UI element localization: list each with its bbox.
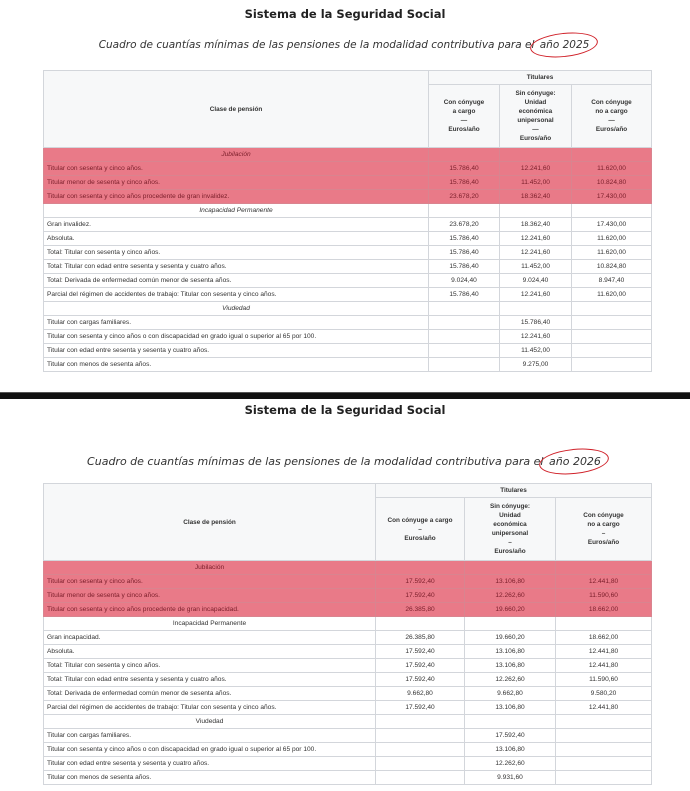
amount-con-conyuge-no-a-cargo	[556, 757, 652, 771]
pension-class-cell: Total: Titular con edad entre sesenta y sesenta y cuatro años.	[44, 260, 429, 274]
empty-cell	[376, 561, 465, 575]
table-row	[44, 344, 652, 358]
amount-con-conyuge-a-cargo: 23.678,20	[429, 218, 500, 232]
system-title: Sistema de la Seguridad Social	[244, 403, 446, 417]
header-line: Con cónyuge	[591, 99, 632, 106]
amount-con-conyuge-no-a-cargo	[572, 330, 652, 344]
amount-con-conyuge-a-cargo: 26.385,80	[376, 603, 465, 617]
empty-cell	[500, 204, 572, 218]
amount-con-conyuge-no-a-cargo: 12.441,80	[556, 575, 652, 589]
header-line: Unidad	[499, 512, 521, 519]
pension-class-cell: Titular con cargas familiares.	[44, 729, 376, 743]
table-row	[44, 757, 652, 771]
amount-sin-conyuge: 12.241,60	[500, 288, 572, 302]
panel-2025	[0, 0, 690, 393]
pension-class-cell: Parcial del régimen de accidentes de trabajo: Titular con sesenta y cinco años.	[44, 288, 429, 302]
amount-con-conyuge-a-cargo: 15.786,40	[429, 260, 500, 274]
amount-con-conyuge-a-cargo: 17.592,40	[376, 673, 465, 687]
amount-sin-conyuge: 12.241,60	[500, 246, 572, 260]
amount-sin-conyuge: 13.106,80	[465, 659, 556, 673]
column-header-con-conyuge-no-a-cargo	[556, 498, 652, 561]
pension-class-cell: Total: Derivada de enfermedad común menor de sesenta años.	[44, 274, 429, 288]
header-line: Euros/año	[404, 534, 436, 542]
amount-con-conyuge-a-cargo: 17.592,40	[376, 701, 465, 715]
amount-sin-conyuge: 9.024,40	[500, 274, 572, 288]
amount-con-conyuge-a-cargo	[429, 316, 500, 330]
empty-cell	[376, 715, 465, 729]
empty-cell	[465, 561, 556, 575]
pension-class-cell: Gran incapacidad.	[44, 631, 376, 645]
table-row	[44, 316, 652, 330]
table-row	[44, 288, 652, 302]
amount-con-conyuge-no-a-cargo: 11.620,00	[572, 232, 652, 246]
table-row	[44, 330, 652, 344]
amount-con-conyuge-a-cargo: 26.385,80	[376, 631, 465, 645]
section-title: Jubilación	[44, 148, 429, 162]
section-header-row	[44, 148, 652, 162]
amount-con-conyuge-no-a-cargo: 12.441,80	[556, 701, 652, 715]
amount-con-conyuge-a-cargo: 15.786,40	[429, 162, 500, 176]
amount-con-conyuge-a-cargo	[429, 330, 500, 344]
amount-sin-conyuge: 12.241,60	[500, 162, 572, 176]
header-line: económica	[493, 521, 527, 528]
amount-sin-conyuge: 11.452,00	[500, 176, 572, 190]
amount-con-conyuge-no-a-cargo	[556, 743, 652, 757]
column-header-clase: Clase de pensión	[44, 484, 376, 561]
header-line: Con cónyuge	[443, 99, 485, 106]
empty-cell	[572, 302, 652, 316]
amount-con-conyuge-no-a-cargo: 11.590,60	[556, 589, 652, 603]
table-row	[44, 260, 652, 274]
section-title: Viudedad	[44, 715, 376, 729]
table-row	[44, 687, 652, 701]
table-row	[44, 575, 652, 589]
header-line: Euros/año	[494, 548, 526, 555]
header-line: Con cónyuge	[583, 512, 624, 519]
header-row	[44, 484, 652, 498]
amount-sin-conyuge: 18.362,40	[500, 190, 572, 204]
column-header-con-conyuge-a-cargo	[376, 498, 465, 561]
amount-con-conyuge-a-cargo	[376, 729, 465, 743]
table-row	[44, 246, 652, 260]
column-header-clase: Clase de pensión	[44, 71, 429, 148]
column-header-sin-conyuge	[465, 498, 556, 561]
amount-con-conyuge-no-a-cargo	[556, 729, 652, 743]
table-row	[44, 659, 652, 673]
pension-class-cell: Parcial del régimen de accidentes de trabajo: Titular con sesenta y cinco años.	[44, 701, 376, 715]
amount-con-conyuge-no-a-cargo: 12.441,80	[556, 645, 652, 659]
table-row	[44, 603, 652, 617]
section-header-row	[44, 302, 652, 316]
amount-con-conyuge-a-cargo	[376, 757, 465, 771]
column-header-con-conyuge-a-cargo	[429, 85, 500, 148]
header-line: Sin cónyuge:	[489, 503, 531, 510]
amount-con-conyuge-a-cargo	[429, 344, 500, 358]
amount-con-conyuge-no-a-cargo: 17.430,00	[572, 190, 652, 204]
amount-sin-conyuge: 12.262,60	[465, 589, 556, 603]
header-line: no a cargo	[587, 521, 620, 528]
year-text: año 2025	[539, 39, 590, 51]
pension-class-cell: Total: Titular con sesenta y cinco años.	[44, 246, 429, 260]
pension-class-cell: Gran invalidez.	[44, 218, 429, 232]
section-title: Incapacidad Permanente	[44, 204, 429, 218]
pension-class-cell: Titular con sesenta y cinco años o con discapacidad en grado igual o superior al 65 por 100.	[44, 330, 429, 344]
amount-con-conyuge-no-a-cargo: 12.441,80	[556, 659, 652, 673]
section-title: Jubilación	[44, 561, 376, 575]
pensions-table-2025	[43, 70, 652, 372]
pension-class-cell: Absoluta.	[44, 645, 376, 659]
table-row	[44, 232, 652, 246]
amount-con-conyuge-a-cargo	[376, 771, 465, 785]
amount-sin-conyuge: 11.452,00	[500, 260, 572, 274]
section-header-row	[44, 617, 652, 631]
amount-sin-conyuge: 12.241,60	[500, 330, 572, 344]
amount-con-conyuge-no-a-cargo: 11.620,00	[572, 288, 652, 302]
amount-con-conyuge-no-a-cargo	[572, 344, 652, 358]
header-line: a cargo	[452, 108, 476, 115]
amount-con-conyuge-no-a-cargo: 11.620,00	[572, 162, 652, 176]
amount-con-conyuge-no-a-cargo: 18.662,00	[556, 603, 652, 617]
pension-class-cell: Titular con cargas familiares.	[44, 316, 429, 330]
amount-sin-conyuge: 19.660,20	[465, 631, 556, 645]
amount-sin-conyuge: 11.452,00	[500, 344, 572, 358]
pension-class-cell: Titular con sesenta y cinco años procedente de gran invalidez.	[44, 190, 429, 204]
header-line: —	[532, 126, 539, 133]
amount-sin-conyuge: 13.106,80	[465, 645, 556, 659]
table-row	[44, 358, 652, 372]
empty-cell	[465, 715, 556, 729]
header-line: –	[418, 525, 422, 533]
header-line: Euros/año	[519, 135, 552, 142]
table-row	[44, 645, 652, 659]
amount-sin-conyuge: 9.662,80	[465, 687, 556, 701]
empty-cell	[429, 302, 500, 316]
table-row	[44, 162, 652, 176]
amount-sin-conyuge: 9.275,00	[500, 358, 572, 372]
pension-class-cell: Titular con edad entre sesenta y sesenta y cuatro años.	[44, 757, 376, 771]
table-row	[44, 743, 652, 757]
amount-con-conyuge-no-a-cargo	[556, 771, 652, 785]
subtitle-prefix: Cuadro de cuantías mínimas de las pensiones de la modalidad contributiva para el	[87, 455, 544, 468]
table-row	[44, 274, 652, 288]
amount-con-conyuge-a-cargo	[429, 358, 500, 372]
amount-sin-conyuge: 13.106,80	[465, 743, 556, 757]
column-header-titulares: Titulares	[376, 484, 652, 498]
header-line: unipersonal	[491, 530, 529, 537]
pension-class-cell: Titular menor de sesenta y cinco años.	[44, 176, 429, 190]
amount-con-conyuge-no-a-cargo: 17.430,00	[572, 218, 652, 232]
header-line: no a cargo	[595, 108, 628, 115]
header-line: Euros/año	[587, 539, 620, 546]
subtitle-prefix: Cuadro de cuantías mínimas de las pensiones de la modalidad contributiva para el	[98, 39, 535, 51]
section-header-row	[44, 715, 652, 729]
table-row	[44, 218, 652, 232]
table-row	[44, 176, 652, 190]
header-line: Sin cónyuge:	[515, 90, 556, 97]
pension-class-cell: Titular con sesenta y cinco años.	[44, 162, 429, 176]
column-header-titulares: Titulares	[429, 71, 652, 85]
amount-con-conyuge-no-a-cargo	[572, 358, 652, 372]
amount-sin-conyuge: 15.786,40	[500, 316, 572, 330]
amount-con-conyuge-a-cargo: 9.662,80	[376, 687, 465, 701]
header-line: Unidad	[524, 99, 547, 106]
amount-con-conyuge-a-cargo: 17.592,40	[376, 589, 465, 603]
amount-con-conyuge-a-cargo: 15.786,40	[429, 176, 500, 190]
table-row	[44, 771, 652, 785]
empty-cell	[572, 148, 652, 162]
amount-con-conyuge-a-cargo: 15.786,40	[429, 246, 500, 260]
amount-con-conyuge-a-cargo: 9.024,40	[429, 274, 500, 288]
empty-cell	[500, 148, 572, 162]
pension-class-cell: Total: Titular con sesenta y cinco años.	[44, 659, 376, 673]
amount-con-conyuge-no-a-cargo: 11.590,60	[556, 673, 652, 687]
amount-con-conyuge-no-a-cargo: 10.824,80	[572, 260, 652, 274]
empty-cell	[429, 204, 500, 218]
pension-class-cell: Titular con menos de sesenta años.	[44, 771, 376, 785]
pension-class-cell: Total: Titular con edad entre sesenta y sesenta y cuatro años.	[44, 673, 376, 687]
amount-sin-conyuge: 9.931,60	[465, 771, 556, 785]
table-row	[44, 673, 652, 687]
table-row	[44, 729, 652, 743]
header-line: –	[508, 539, 512, 546]
amount-sin-conyuge: 18.362,40	[500, 218, 572, 232]
amount-sin-conyuge: 12.262,60	[465, 757, 556, 771]
amount-con-conyuge-a-cargo: 17.592,40	[376, 575, 465, 589]
table-subtitle	[0, 455, 690, 468]
pension-class-cell: Titular con edad entre sesenta y sesenta y cuatro años.	[44, 344, 429, 358]
empty-cell	[376, 617, 465, 631]
amount-sin-conyuge: 19.660,20	[465, 603, 556, 617]
section-title: Incapacidad Permanente	[44, 617, 376, 631]
section-header-row	[44, 561, 652, 575]
column-header-sin-conyuge	[500, 85, 572, 148]
pension-class-cell: Titular menor de sesenta y cinco años.	[44, 589, 376, 603]
amount-sin-conyuge: 13.106,80	[465, 701, 556, 715]
header-line: –	[601, 530, 606, 537]
subtitle-year	[547, 455, 603, 468]
header-line: económica	[518, 108, 553, 115]
pension-class-cell: Total: Derivada de enfermedad común menor de sesenta años.	[44, 687, 376, 701]
header-line: —	[460, 117, 468, 124]
section-header-row	[44, 204, 652, 218]
subtitle-year	[538, 39, 592, 51]
empty-cell	[556, 561, 652, 575]
pension-class-cell: Titular con sesenta y cinco años o con discapacidad en grado igual o superior al 65 por 100.	[44, 743, 376, 757]
amount-con-conyuge-no-a-cargo: 10.824,80	[572, 176, 652, 190]
section-title: Viudedad	[44, 302, 429, 316]
amount-con-conyuge-a-cargo	[376, 743, 465, 757]
header-line: —	[608, 117, 615, 124]
header-line: unipersonal	[517, 117, 554, 124]
amount-sin-conyuge: 17.592,40	[465, 729, 556, 743]
amount-con-conyuge-no-a-cargo: 9.580,20	[556, 687, 652, 701]
amount-con-conyuge-a-cargo: 17.592,40	[376, 645, 465, 659]
table-row	[44, 589, 652, 603]
year-text: año 2026	[549, 455, 601, 468]
amount-con-conyuge-a-cargo: 15.786,40	[429, 232, 500, 246]
panel-2026	[0, 398, 690, 791]
amount-con-conyuge-no-a-cargo: 8.947,40	[572, 274, 652, 288]
system-title: Sistema de la Seguridad Social	[244, 7, 446, 21]
pensions-table-2026	[43, 483, 652, 785]
amount-con-conyuge-a-cargo: 15.786,40	[429, 288, 500, 302]
amount-sin-conyuge: 12.262,60	[465, 673, 556, 687]
amount-sin-conyuge: 12.241,60	[500, 232, 572, 246]
header-line: Con cónyuge a cargo	[387, 516, 453, 524]
header-line: Euros/año	[448, 126, 480, 133]
pension-class-cell: Absoluta.	[44, 232, 429, 246]
table-row	[44, 701, 652, 715]
amount-con-conyuge-no-a-cargo	[572, 316, 652, 330]
header-row	[44, 71, 652, 85]
empty-cell	[556, 715, 652, 729]
table-row	[44, 631, 652, 645]
amount-con-conyuge-a-cargo: 17.592,40	[376, 659, 465, 673]
empty-cell	[572, 204, 652, 218]
amount-sin-conyuge: 13.106,80	[465, 575, 556, 589]
empty-cell	[500, 302, 572, 316]
header-line: Euros/año	[595, 126, 628, 133]
pension-class-cell: Titular con menos de sesenta años.	[44, 358, 429, 372]
amount-con-conyuge-a-cargo: 23.678,20	[429, 190, 500, 204]
table-subtitle	[0, 39, 690, 51]
empty-cell	[465, 617, 556, 631]
table-row	[44, 190, 652, 204]
pension-class-cell: Titular con sesenta y cinco años.	[44, 575, 376, 589]
empty-cell	[556, 617, 652, 631]
amount-con-conyuge-no-a-cargo: 18.662,00	[556, 631, 652, 645]
amount-con-conyuge-no-a-cargo: 11.620,00	[572, 246, 652, 260]
empty-cell	[429, 148, 500, 162]
pension-class-cell: Titular con sesenta y cinco años procedente de gran incapacidad.	[44, 603, 376, 617]
column-header-con-conyuge-no-a-cargo	[572, 85, 652, 148]
